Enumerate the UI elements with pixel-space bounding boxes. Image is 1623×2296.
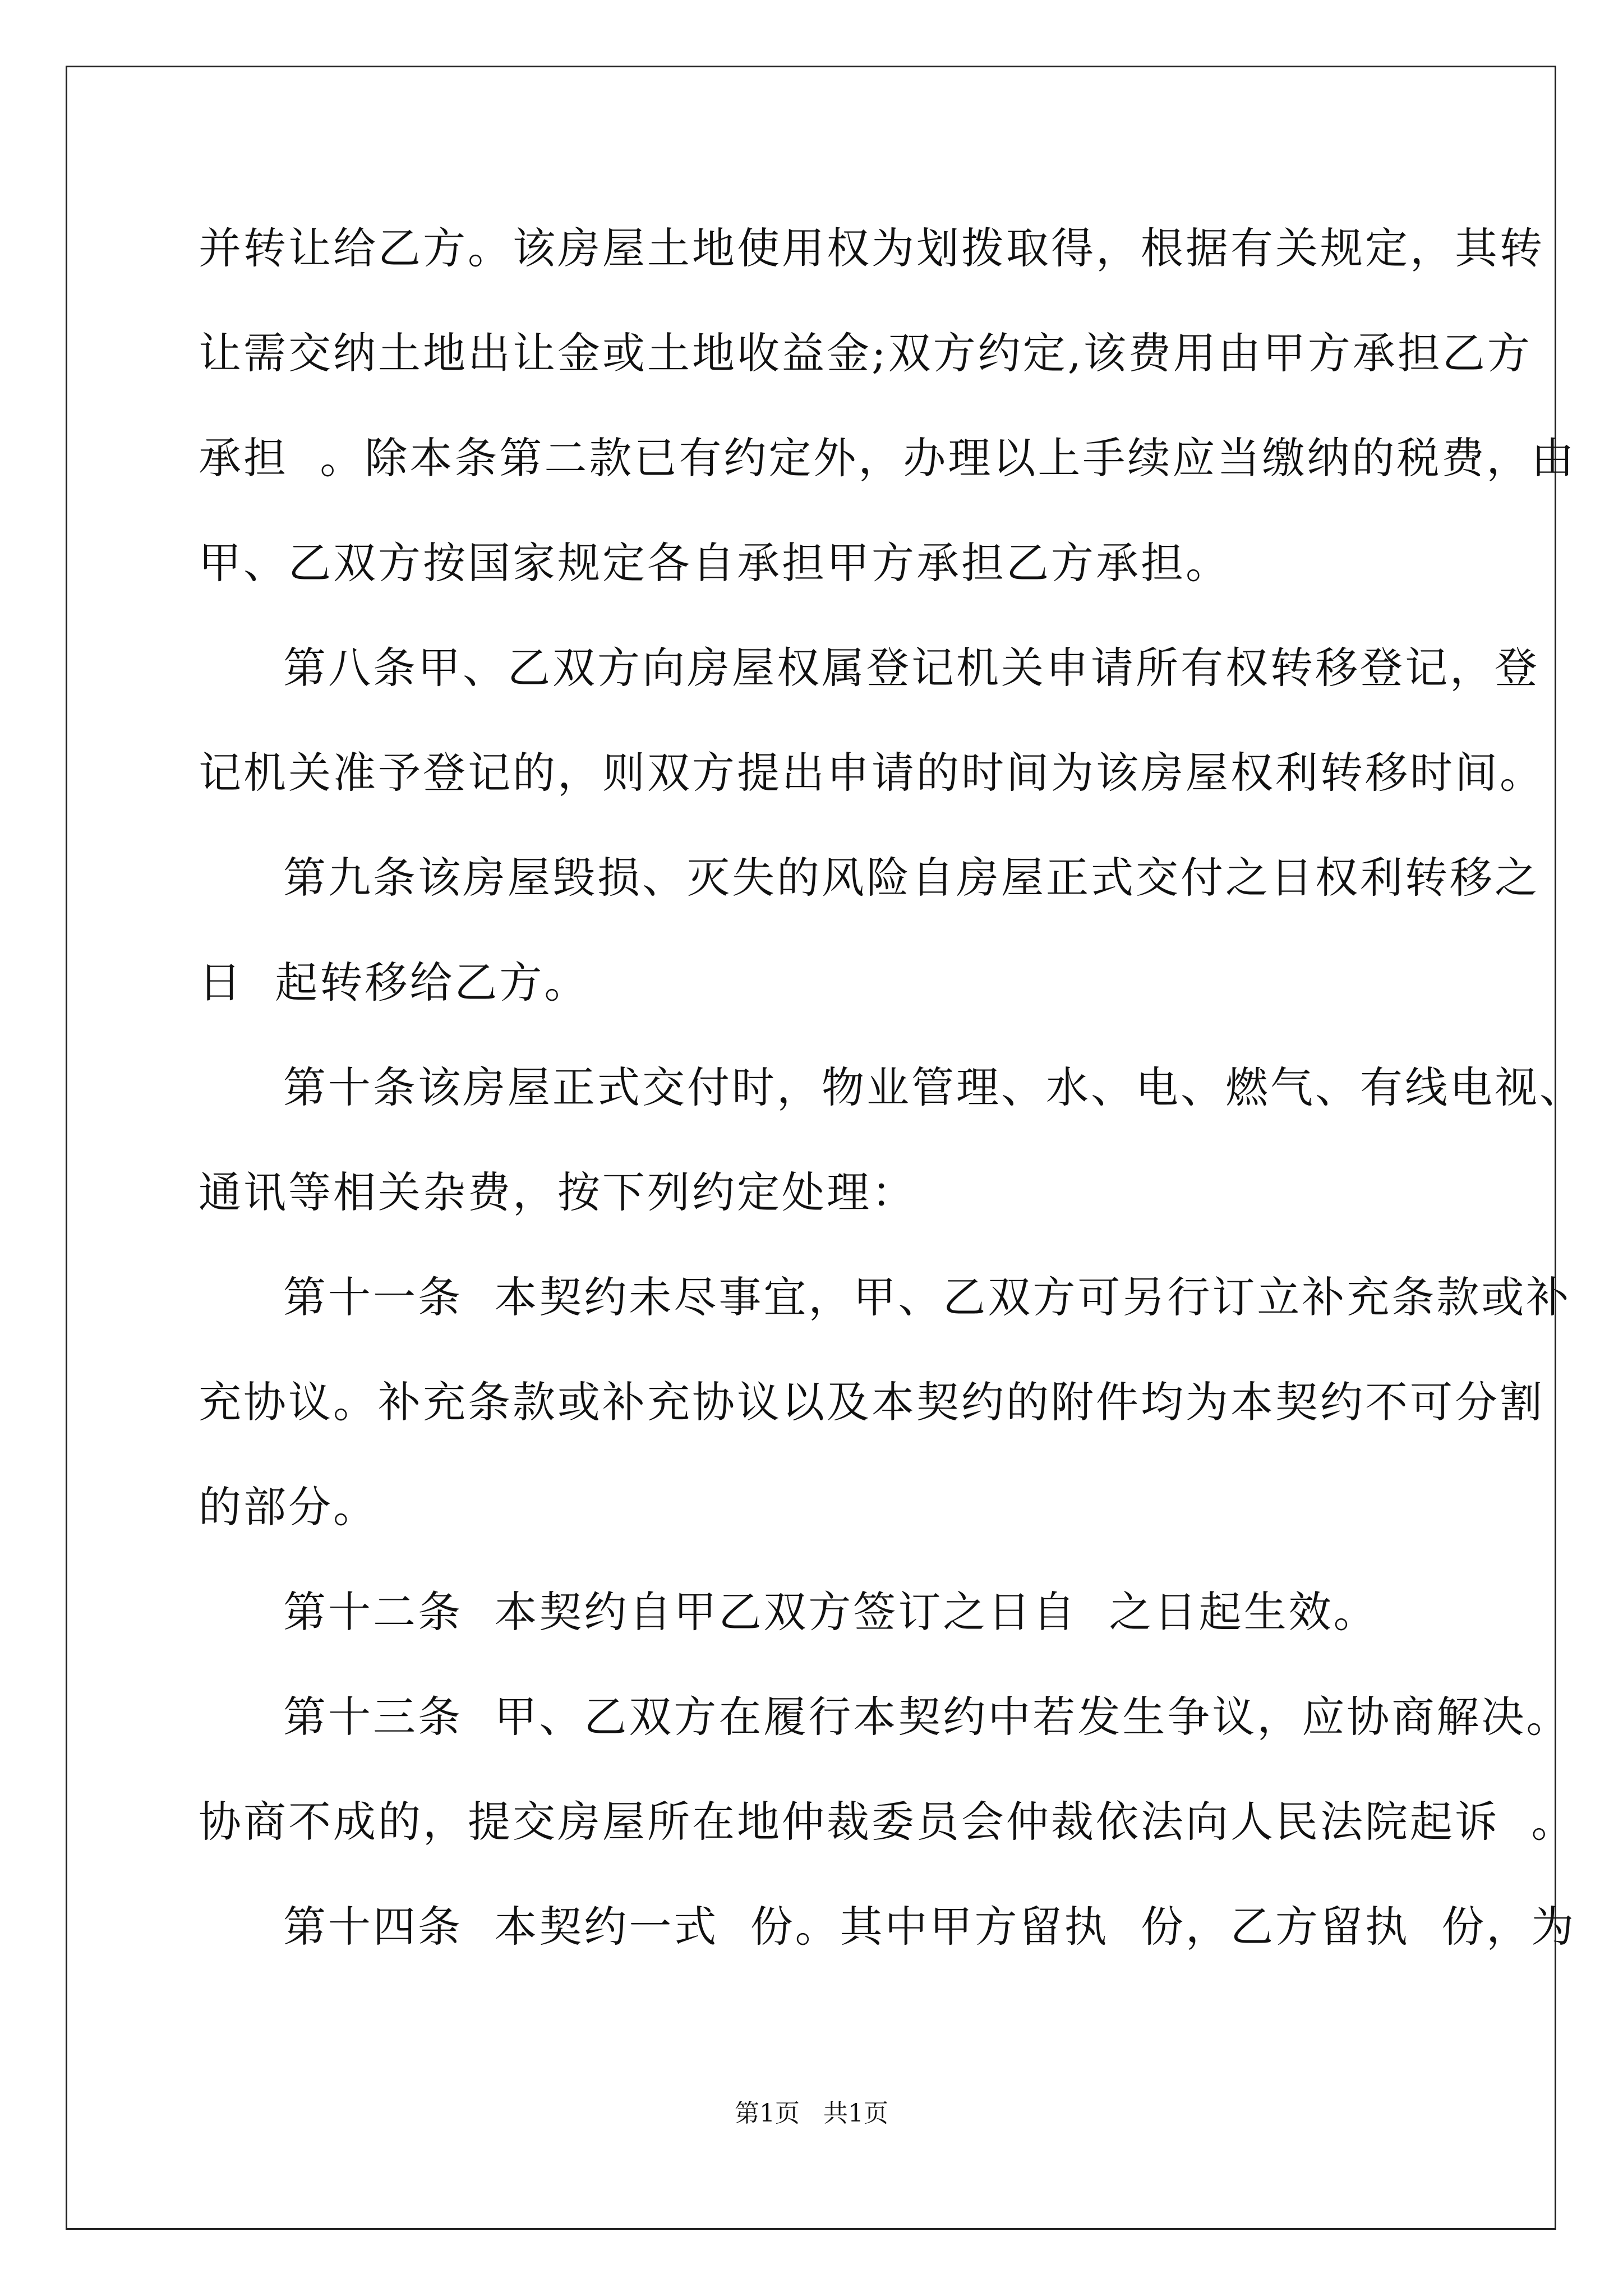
body-line: 通讯等相关杂费，按下列约定处理： [199,1167,916,1217]
body-line: 记机关准予登记的，则双方提出申请的时间为该房屋权利转移时间。 [199,748,1544,798]
body-line: 并转让给乙方。该房屋土地使用权为划拨取得，根据有关规定，其转 [199,223,1544,273]
article-13-line: 第十三条 甲、乙双方在履行本契约中若发生争议，应协商解决。 [283,1692,1571,1742]
body-line: 协商不成的，提交房屋所在地仲裁委员会仲裁依法向人民法院起诉 。 [199,1797,1576,1847]
article-12-line: 第十二条 本契约自甲乙双方签订之日自 之日起生效。 [283,1587,1378,1637]
article-14-line: 第十四条 本契约一式 份。其中甲方留执 份，乙方留执 份，为 [283,1902,1576,1952]
page-number-footer: 第1页 共1页 [735,2099,888,2128]
body-line: 日 起转移给乙方。 [199,958,589,1007]
body-line: 让需交纳土地出让金或土地收益金;双方约定,该费用由甲方承担乙方 [199,328,1532,378]
article-8-line: 第八条甲、乙双方向房屋权属登记机关申请所有权转移登记，登 [283,643,1539,693]
article-11-line: 第十一条 本契约未尽事宜，甲、乙双方可另行订立补充条款或补 [283,1272,1571,1322]
body-line: 充协议。补充条款或补充协议以及本契约的附件均为本契约不可分割 [199,1377,1544,1427]
article-10-line: 第十条该房屋正式交付时，物业管理、水、电、燃气、有线电视、 [283,1062,1584,1112]
body-line: 的部分。 [199,1482,378,1532]
body-line: 甲、乙双方按国家规定各自承担甲方承担乙方承担。 [199,538,1230,588]
article-9-line: 第九条该房屋毁损、灭失的风险自房屋正式交付之日权利转移之 [283,853,1539,903]
body-line: 承担 。除本条第二款已有约定外，办理以上手续应当缴纳的税费，由 [199,433,1576,483]
